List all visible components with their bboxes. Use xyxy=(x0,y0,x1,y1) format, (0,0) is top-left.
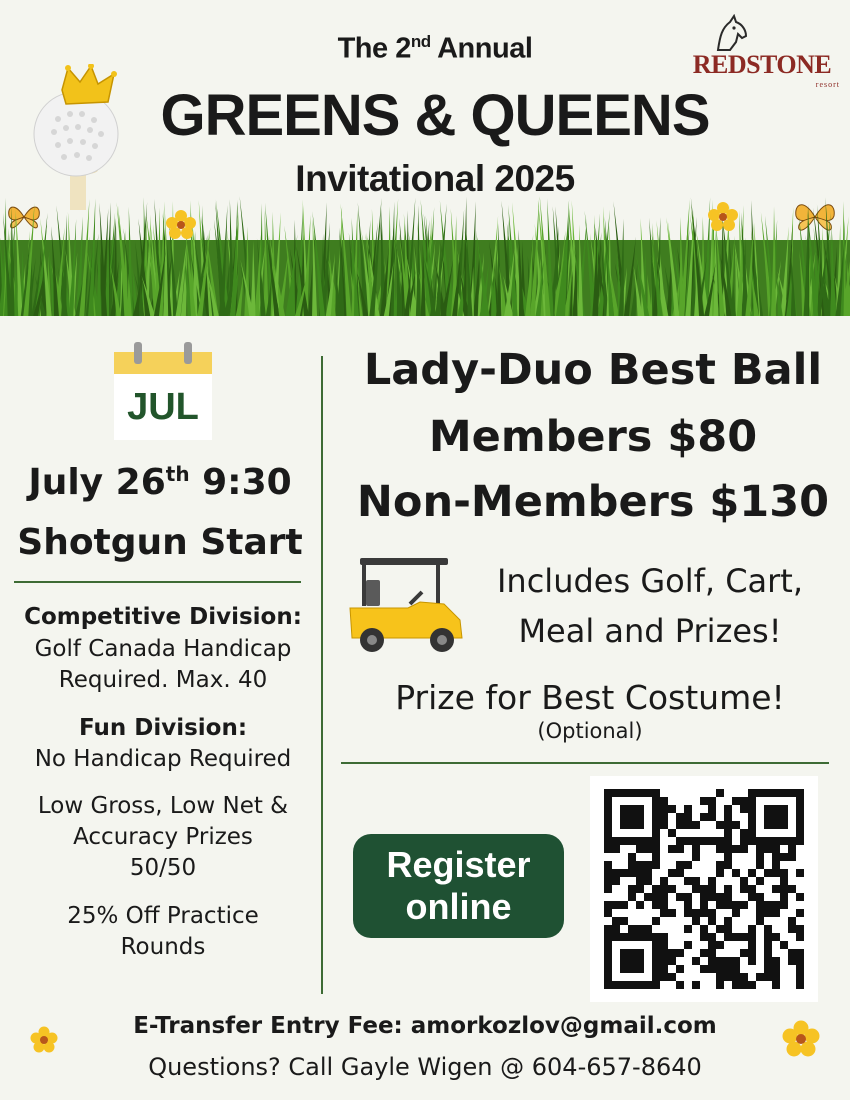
prizes-line: Low Gross, Low Net & xyxy=(37,793,289,819)
fun-division-line: No Handicap Required xyxy=(34,746,292,772)
horse-logo-icon xyxy=(712,14,752,54)
competitive-division-line: Golf Canada Handicap xyxy=(34,636,292,662)
contact-info: Questions? Call Gayle Wigen @ 604-657-8640 xyxy=(148,1053,702,1081)
discount-line: Rounds xyxy=(120,934,206,960)
fun-division-title: Fun Division: xyxy=(78,715,248,741)
discount-line: 25% Off Practice xyxy=(67,903,259,929)
column-divider xyxy=(321,356,323,994)
includes-line: Includes Golf, Cart, xyxy=(496,562,804,600)
members-price: Members $80 xyxy=(428,412,758,462)
competitive-division-title: Competitive Division: xyxy=(24,604,302,630)
competitive-division-line: Required. Max. 40 xyxy=(58,667,268,693)
flower-icon xyxy=(166,210,196,240)
shotgun-start: Shotgun Start xyxy=(17,522,303,563)
flower-icon xyxy=(708,202,738,232)
redstone-logo: REDSTONE resort xyxy=(678,14,846,84)
golf-cart-icon xyxy=(348,556,466,654)
annual-label: The 2nd Annual xyxy=(337,32,533,65)
non-members-price: Non-Members $130 xyxy=(356,477,830,527)
costume-prize: Prize for Best Costume! xyxy=(395,678,785,717)
event-title: GREENS & QUEENS xyxy=(160,83,710,148)
calendar-icon: JUL xyxy=(112,340,214,442)
prizes-line: Accuracy Prizes xyxy=(73,824,253,850)
prizes-line: 50/50 xyxy=(129,855,197,881)
qr-code-icon[interactable] xyxy=(590,776,818,1002)
etransfer-info: E-Transfer Entry Fee: amorkozlov@gmail.com xyxy=(133,1013,717,1039)
divider xyxy=(14,581,301,583)
event-subtitle: Invitational 2025 xyxy=(295,158,575,199)
costume-optional-note: (Optional) xyxy=(537,719,643,743)
includes-line: Meal and Prizes! xyxy=(518,612,782,650)
header-banner xyxy=(0,0,850,316)
event-format: Lady-Duo Best Ball xyxy=(363,345,823,395)
register-online-button[interactable]: Register online xyxy=(353,834,564,938)
divider xyxy=(341,762,829,764)
event-date: July 26th 9:30 xyxy=(28,462,292,503)
